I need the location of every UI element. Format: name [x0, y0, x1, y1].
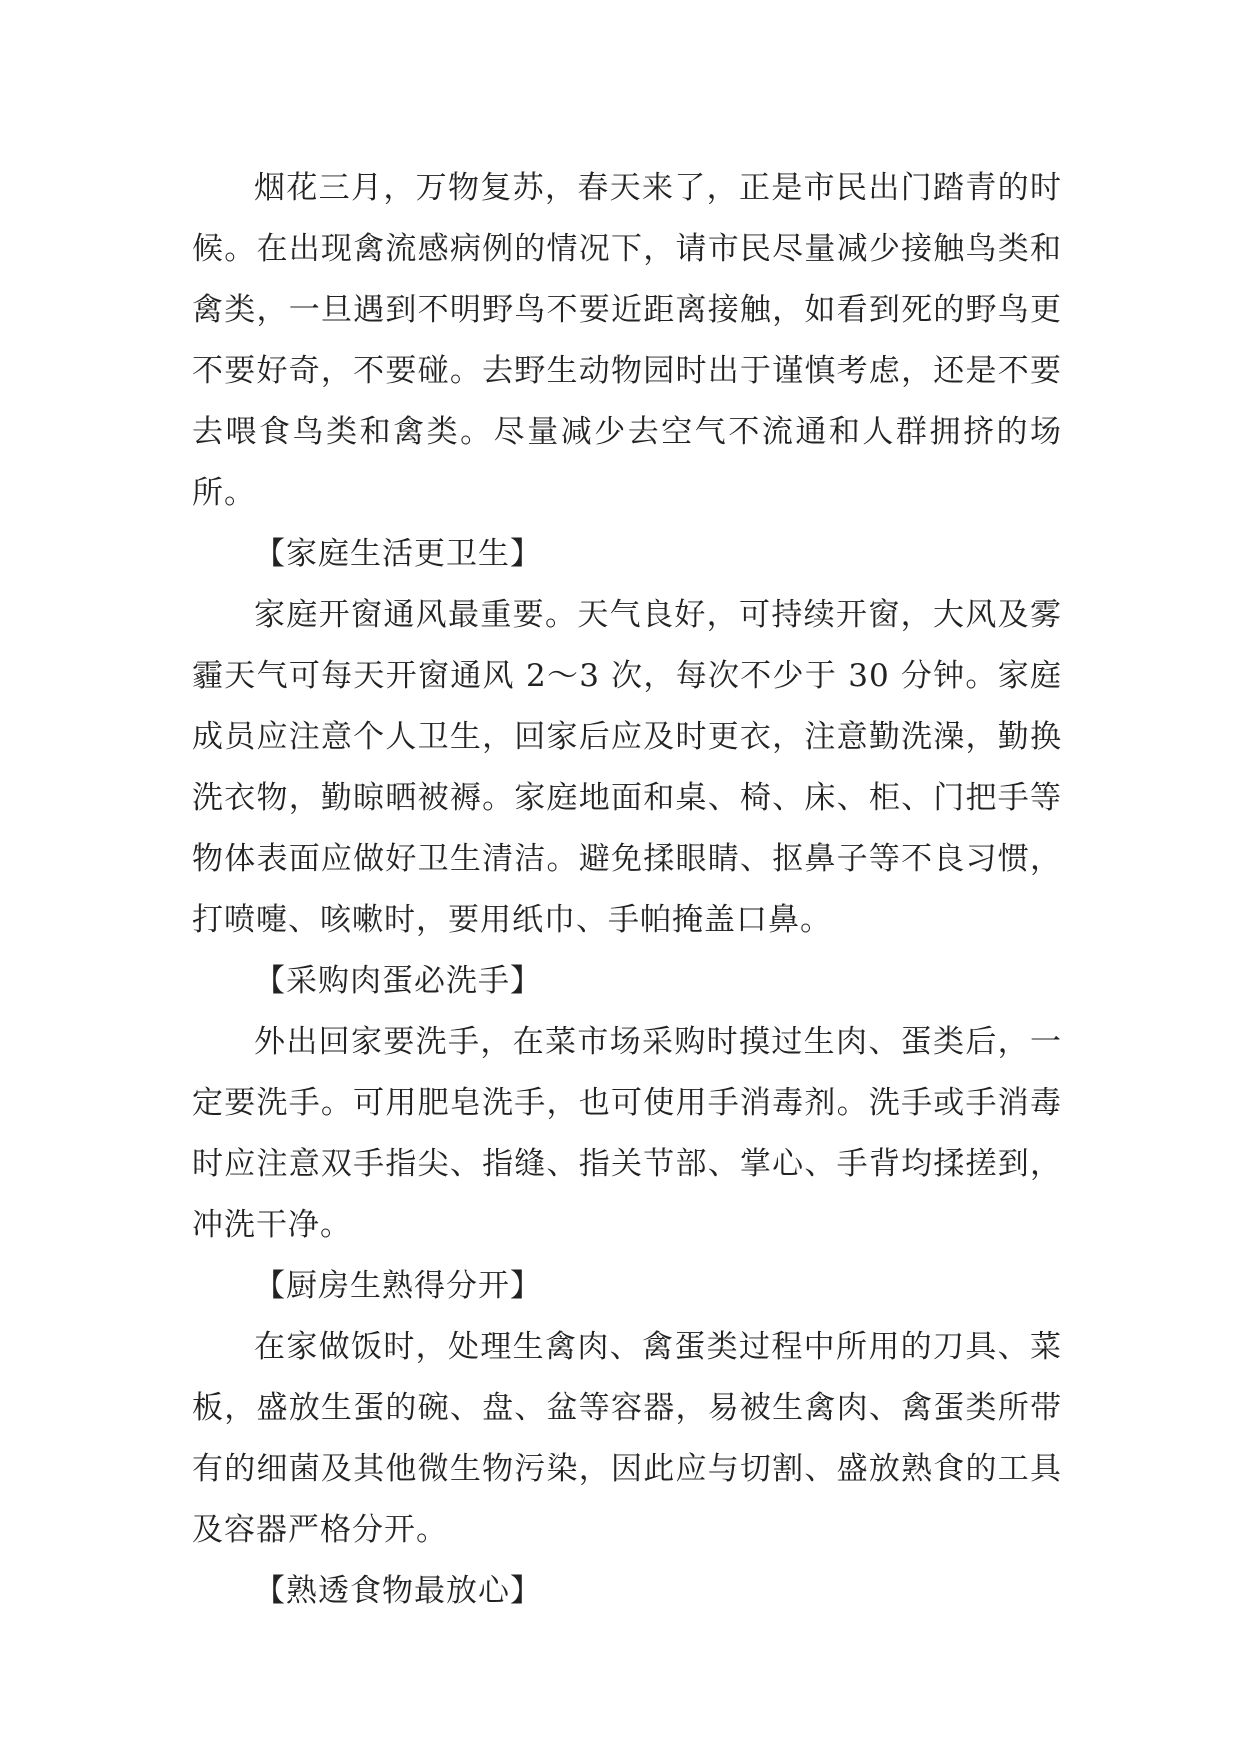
heading-kitchen-separation: 【厨房生熟得分开】	[254, 1268, 542, 1304]
paragraph-kitchen-separation: 在家做饭时，处理生禽肉、禽蛋类过程中所用的刀具、菜板，盛放生蛋的碗、盘、盆等容器，易被生禽肉、禽蛋类所带有的细菌及其他微生物污染，因此应与切割、盛放熟食的工具及容器严格分开。	[192, 1329, 1062, 1548]
heading-home-hygiene: 【家庭生活更卫生】	[254, 536, 542, 572]
paragraph-wash-hands: 外出回家要洗手，在菜市场采购时摸过生肉、蛋类后，一定要洗手。可用肥皂洗手，也可使用手消毒剂。洗手或手消毒时应注意双手指尖、指缝、指关节部、掌心、手背均揉搓到，冲洗干净。	[192, 1024, 1062, 1243]
document-body	[192, 158, 1062, 1622]
paragraph-spring-outing: 烟花三月，万物复苏，春天来了，正是市民出门踏青的时候。在出现禽流感病例的情况下，请市民尽量减少接触鸟类和禽类，一旦遇到不明野鸟不要近距离接触，如看到死的野鸟更不要好奇，不要碰。去野生动物园时出于谨慎考虑，还是不要去喂食鸟类和禽类。尽量减少去空气不流通和人群拥挤的场所。	[192, 170, 1062, 511]
paragraph-home-hygiene: 家庭开窗通风最重要。天气良好，可持续开窗，大风及雾霾天气可每天开窗通风 2～3 次，每次不少于 30 分钟。家庭成员应注意个人卫生，回家后应及时更衣，注意勤洗澡，勤换洗衣物，勤晾晒被褥。家庭地面和桌、椅、床、柜、门把手等物体表面应做好卫生清洁。避免揉眼睛、抠鼻子等不良习惯，打喷嚏、咳嗽时，要用纸巾、手帕掩盖口鼻。	[192, 597, 1062, 938]
heading-cook-thoroughly: 【熟透食物最放心】	[254, 1573, 542, 1609]
heading-wash-hands: 【采购肉蛋必洗手】	[254, 963, 542, 999]
